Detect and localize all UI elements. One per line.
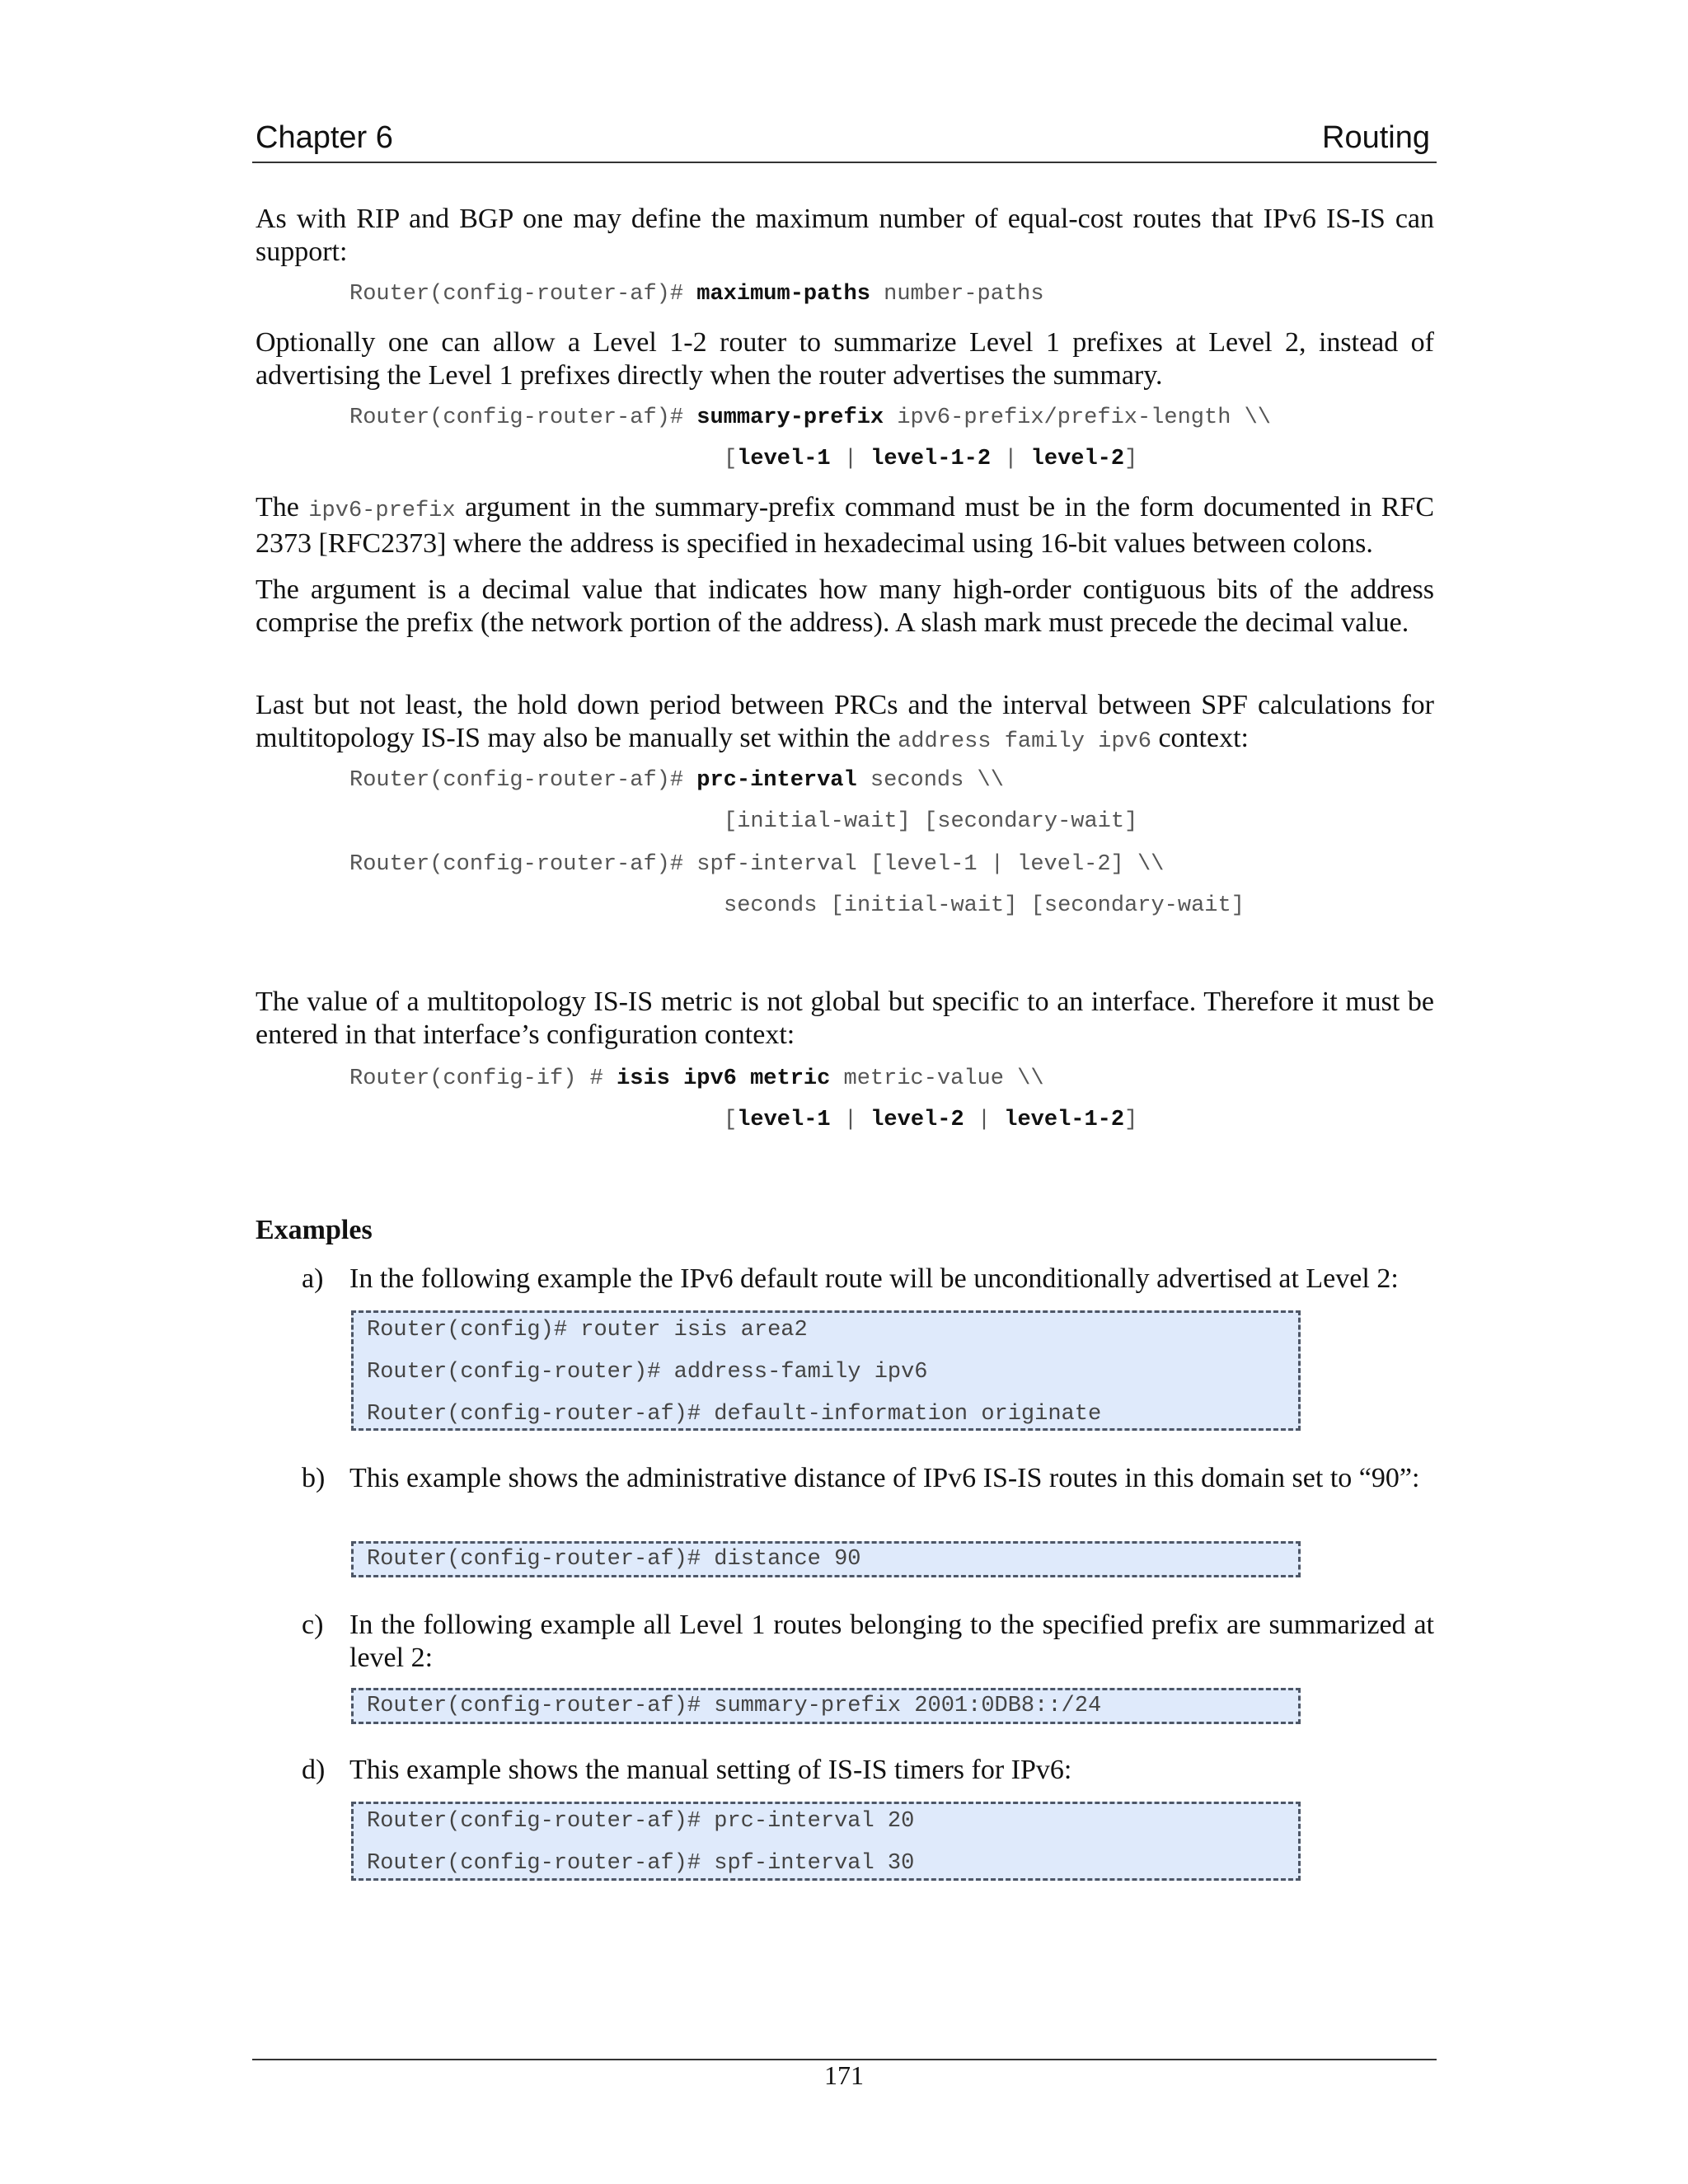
text: argument in the summary-prefix command must be in the form documented in RFC 2373 [RFC2373] where the address is specified in hexadecimal using 16-bit values between colons. — [256, 492, 1435, 559]
example-text: In the following example all Level 1 routes belonging to the specified prefix are summarized at level 2: — [349, 1610, 1434, 1673]
command-prc-interval — [349, 768, 1004, 793]
chapter-label: Chapter 6 — [256, 120, 393, 155]
example-text: In the following example the IPv6 default route will be unconditionally advertised at Level 2: — [349, 1263, 1399, 1294]
command-prompt: Router(config-router-af)# — [349, 768, 697, 793]
command-summary-prefix — [349, 405, 1271, 430]
command-spf-interval-options: seconds [initial-wait] [secondary-wait] — [724, 893, 1245, 918]
code-line: Router(config-router)# address-family ipv6 — [367, 1360, 928, 1385]
text: context: — [1151, 723, 1249, 753]
command-argument: number-paths — [870, 282, 1044, 307]
command-prc-interval-options: [initial-wait] [secondary-wait] — [724, 809, 1138, 834]
command-keyword: summary-prefix — [696, 405, 884, 430]
command-argument: ipv6-prefix/prefix-length \\ — [884, 405, 1272, 430]
bracket-open: [ — [724, 1108, 738, 1132]
option-level-1: level-1 — [737, 447, 831, 471]
option-level-1-2: level-1-2 — [870, 447, 992, 471]
option-level-2: level-2 — [870, 1108, 964, 1132]
separator: | — [964, 1108, 1005, 1132]
example-text: This example shows the manual setting of IS-IS timers for IPv6: — [349, 1755, 1072, 1785]
bracket-close: ] — [1124, 1108, 1138, 1132]
code-line: Router(config-router-af)# spf-interval 30 — [367, 1851, 915, 1876]
text: Last but not least, the hold down period between PRCs and the interval between SPF calculations for multitopology IS-IS may also be manually set within the — [256, 690, 1434, 753]
separator: | — [991, 447, 1031, 471]
code-line: Router(config-router-af)# default-information originate — [367, 1402, 1102, 1427]
command-isis-metric-options — [724, 1108, 1137, 1132]
page-header — [252, 120, 1437, 163]
command-spf-interval: Router(config-router-af)# spf-interval [level-1 | level-2] \\ — [349, 852, 1165, 877]
section-label: Routing — [1322, 120, 1430, 155]
command-maximum-paths — [349, 282, 1044, 307]
command-argument: metric-value \\ — [830, 1066, 1044, 1091]
paragraph-ipv6-prefix — [256, 491, 1434, 560]
command-keyword: maximum-paths — [696, 282, 870, 307]
example-letter: b) — [302, 1463, 326, 1493]
option-level-1-2: level-1-2 — [1004, 1108, 1125, 1132]
code-block-b — [351, 1541, 1301, 1577]
separator: | — [830, 1108, 871, 1132]
separator: | — [830, 447, 871, 471]
code-block-d — [351, 1802, 1301, 1881]
examples-heading: Examples — [256, 1215, 373, 1245]
page-number: 171 — [824, 2060, 864, 2090]
inline-code-ipv6-prefix: ipv6-prefix — [308, 499, 456, 523]
command-keyword: isis ipv6 metric — [617, 1066, 831, 1091]
code-block-a — [351, 1310, 1301, 1431]
option-level-1: level-1 — [737, 1108, 831, 1132]
code-line: Router(config-router-af)# prc-interval 20 — [367, 1809, 915, 1834]
inline-code-address-family: address family ipv6 — [898, 729, 1151, 754]
paragraph-max-paths: As with RIP and BGP one may define the maximum number of equal-cost routes that IPv6 IS-IS can support: — [256, 204, 1434, 267]
bracket-open: [ — [724, 447, 738, 471]
example-letter: d) — [302, 1755, 326, 1785]
code-line: Router(config)# router isis area2 — [367, 1318, 808, 1343]
text: The — [256, 492, 309, 523]
paragraph-metric: The value of a multitopology IS-IS metric is not global but specific to an interface. Therefore it must be entered in that interface’s configuration context: — [256, 987, 1434, 1050]
command-prompt: Router(config-if) # — [349, 1066, 617, 1091]
command-summary-prefix-options — [724, 447, 1137, 471]
command-keyword: prc-interval — [696, 768, 857, 793]
code-line: Router(config-router-af)# summary-prefix 2001:0DB8::/24 — [367, 1694, 1102, 1718]
paragraph-argument: The argument is a decimal value that indicates how many high-order contiguous bits of the address comprise the prefix (the network portion of the address). A slash mark must precede the decimal value. — [256, 574, 1434, 638]
example-text: This example shows the administrative distance of IPv6 IS-IS routes in this domain set to “90”: — [349, 1463, 1420, 1493]
bracket-close: ] — [1124, 447, 1138, 471]
example-letter: a) — [302, 1263, 324, 1294]
example-letter: c) — [302, 1610, 324, 1640]
option-level-2: level-2 — [1030, 447, 1125, 471]
command-prompt: Router(config-router-af)# — [349, 405, 697, 430]
command-argument: seconds \\ — [856, 768, 1004, 793]
code-block-c — [351, 1688, 1301, 1724]
command-isis-metric — [349, 1066, 1044, 1091]
paragraph-timers — [256, 689, 1434, 758]
paragraph-summarize: Optionally one can allow a Level 1-2 router to summarize Level 1 prefixes at Level 2, instead of advertising the Level 1 prefixes directly when the router advertises the summary. — [256, 327, 1434, 391]
code-line: Router(config-router-af)# distance 90 — [367, 1547, 861, 1572]
command-prompt: Router(config-router-af)# — [349, 282, 697, 307]
